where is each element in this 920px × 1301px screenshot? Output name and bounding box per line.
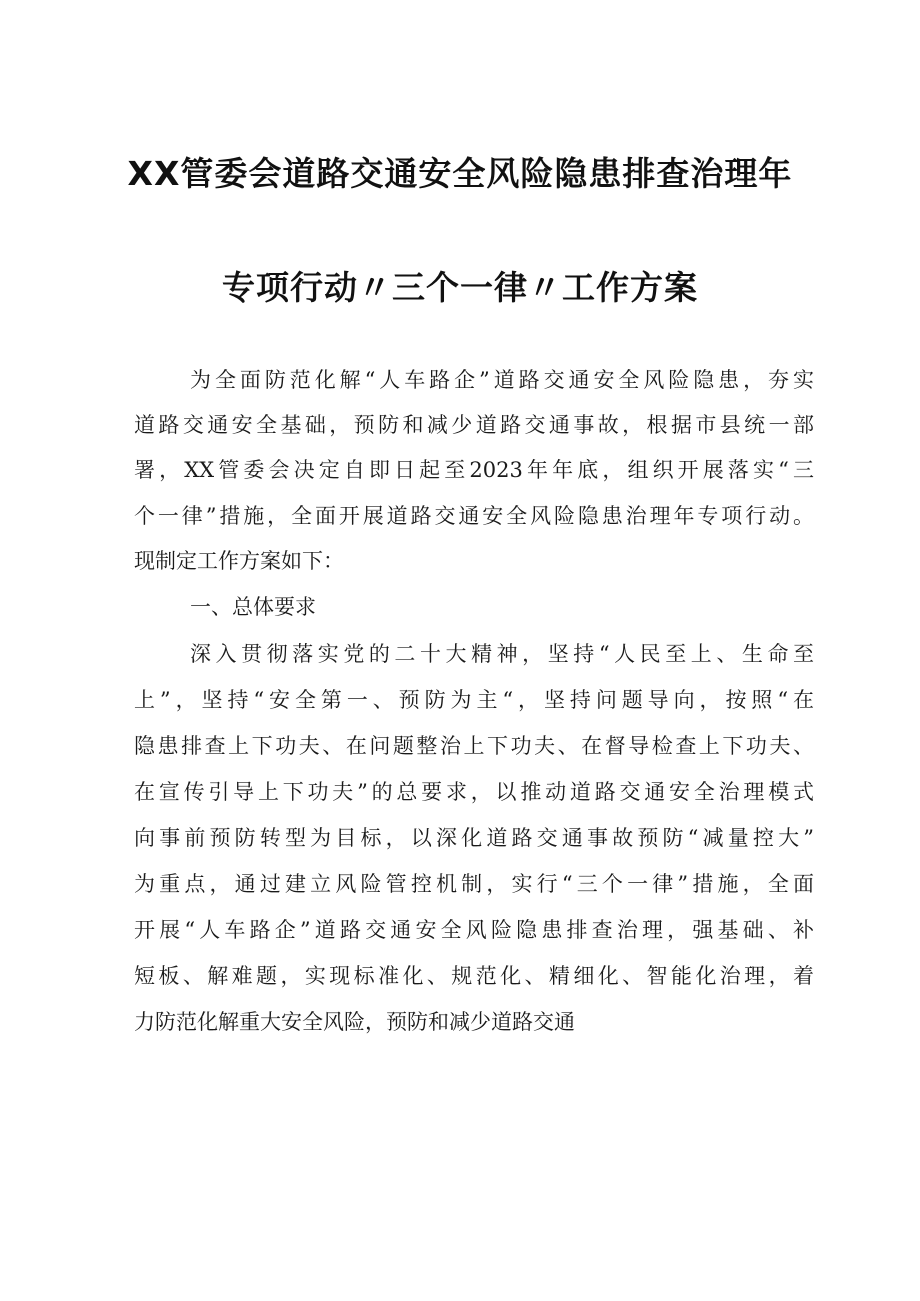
paragraph-line: 力防范化解重大安全风险，预防和减少道路交通 — [134, 1010, 575, 1034]
document-title-line-1: XX管委会道路交通安全风险隐患排查治理年 — [127, 154, 793, 193]
paragraph-line: 上”，坚持“安全第一、预防为主“，坚持问题导向，按照“在 — [134, 688, 814, 712]
paragraph-line: 现制定工作方案如下： — [134, 549, 344, 573]
paragraph-line: 深入贯彻落实党的二十大精神，坚持“人民至上、生命至 — [190, 642, 814, 666]
paragraph-line: 为重点，通过建立风险管控机制，实行“三个一律”措施，全面 — [134, 872, 814, 896]
paragraph-line: 在宣传引导上下功夫”的总要求，以推动道路交通安全治理模式 — [134, 780, 814, 804]
paragraph-line: 短板、解难题，实现标准化、规范化、精细化、智能化治理，着 — [134, 964, 814, 988]
document-title-line-2: 专项行动〃三个一律〃工作方案 — [222, 268, 698, 307]
section-heading: 一、总体要求 — [190, 595, 316, 619]
paragraph-line: 个一律”措施，全面开展道路交通安全风险隐患治理年专项行动。 — [134, 504, 814, 528]
paragraph-line: 开展“人车路企”道路交通安全风险隐患排查治理，强基础、补 — [134, 918, 814, 942]
paragraph-line: 道路交通安全基础，预防和减少道路交通事故，根据市县统一部 — [134, 413, 814, 437]
paragraph-line: 署，XX管委会决定自即日起至2023年年底，组织开展落实“三 — [134, 458, 814, 482]
paragraph-line: 隐患排查上下功夫、在问题整治上下功夫、在督导检查上下功夫、 — [134, 734, 814, 758]
paragraph-line: 为全面防范化解“人车路企”道路交通安全风险隐患，夯实 — [190, 368, 814, 392]
paragraph-line: 向事前预防转型为目标，以深化道路交通事故预防“减量控大” — [134, 826, 814, 850]
